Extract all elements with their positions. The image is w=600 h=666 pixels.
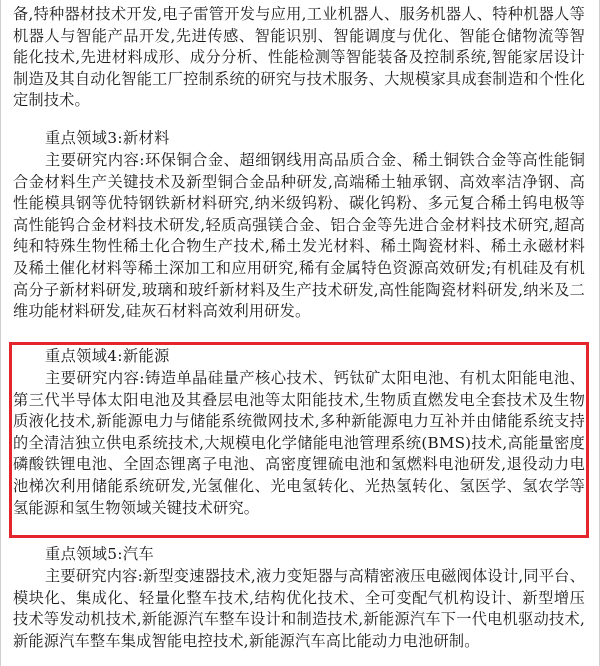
section-heading-automobile: 重点领域5:汽车 [45, 545, 155, 563]
section-heading-new-materials: 重点领域3:新材料 [45, 129, 170, 147]
intro-paragraph: 备,特种器材技术开发,电子雷管开发与应用,工业机器人、服务机器人、特种机器人等机器人与智能产品开发,先进传感、智能识别、智能调度与优化、智能仓储物流等智能化技术,先进材料成形、成分分析、性能检测等智能装备及控制系统,智能家居设计制造及其自动化智能工厂控制系统的研究与技术服务、大规模家具成套制造和个性化定制技术。 [13, 5, 585, 110]
section-content-new-materials: 主要研究内容:环保铜合金、超细钢线用高品质合金、稀土铜铁合金等高性能铜合金材料生产关键技术及新型铜合金品种研发,高端稀土轴承钢、高效率洁净钢、高性能模具钢等优特钢铁新材料研究,纳米级钨粉、碳化钨粉、多元复合稀土钨电极等高性能钨合金材料技术研发,轻质高强镁合金、铝合金等先进合金材料技术研究,超高纯和特殊生物性稀土化合物生产技术,稀土发光材料、稀土陶瓷材料、稀土永磁材料及稀土催化材料等稀土深加工和应用研究,稀有金属特色资源高效研发;有机硅及有机高分子新材料研发,玻璃和玻纤新材料及生产技术研发,高性能陶瓷材料研发,纳米及二维功能材料研发,硅灰石材料高效利用研发。 [13, 151, 585, 321]
section-content-new-energy: 主要研究内容:铸造单晶硅量产核心技术、钙钛矿太阳电池、有机太阳能电池、第三代半导体太阳电池及其叠层电池等太阳能技术,生物质直燃发电全套技术及生物质液化技术,新能源电力与储能系统微网技术,多种新能源电力互补并由储能系统支持的全清洁独立供电系统技术,大规模电化学储能电池管理系统(BMS)技术,高能量密度磷酸铁锂电池、全固态锂离子电池、高密度锂硫电池和氢燃料电池研发,退役动力电池梯次利用储能系统研发,光氢催化、光电氢转化、光热氢转化、氢医学、氢农学等氢能源和氢生物领域关键技术研究。 [13, 369, 585, 517]
section-heading-new-energy: 重点领域4:新能源 [45, 347, 170, 365]
section-content-automobile: 主要研究内容:新型变速器技术,液力变矩器与高精密液压电磁阀体设计,同平台、模块化、集成化、轻量化整车技术,结构优化技术、全可变配气机构设计、新型增压技术等发动机技术,新能源汽车整车设计和制造技术,新能源汽车下一代电机驱动技术,新能源汽车整车集成智能电控技术,新能源汽车高比能动力电池研制。 [13, 567, 585, 650]
